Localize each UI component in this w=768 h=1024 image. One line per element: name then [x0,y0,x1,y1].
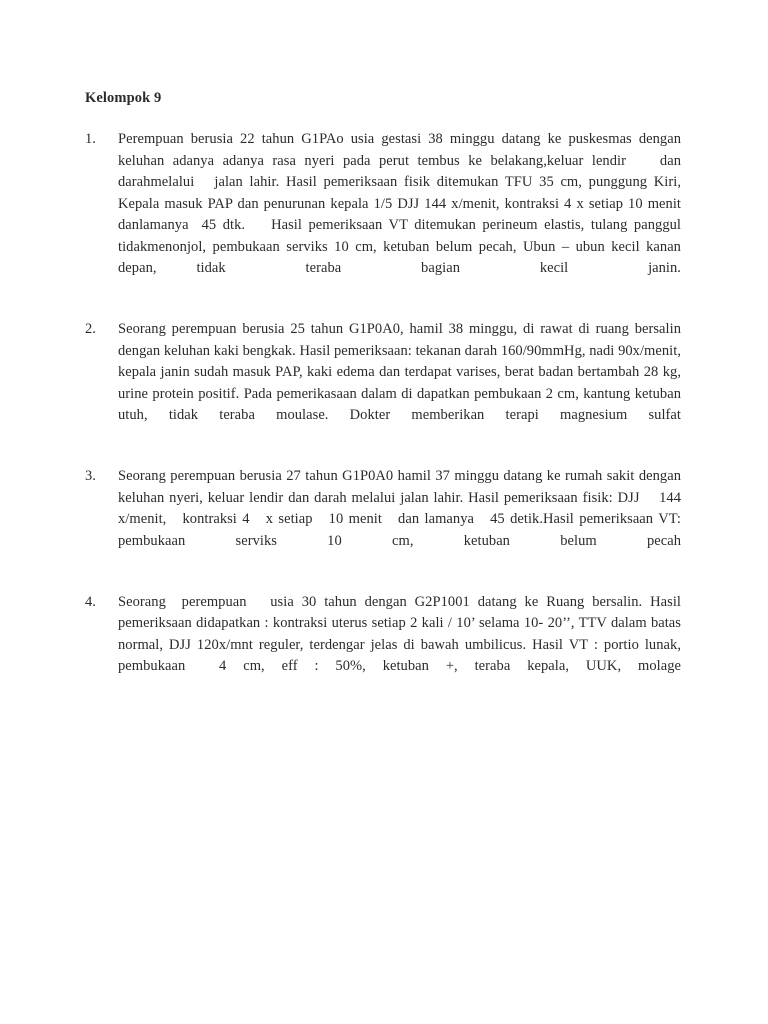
case-text-4: Seorang perempuan usia 30 tahun dengan G2P1001 datang ke Ruang bersalin. Hasil pemeriksaan didapatkan : kontraksi uterus setiap 2 kali / 10’ selama 10- 20’’, TTV dalam batas normal, DJJ 120x/mnt reguler, terdengar jelas di bawah umbilicus. Hasil VT : portio lunak, pembukaan 4 cm, eff : 50%, ketuban +, teraba kepala, UUK, molage [118,593,685,674]
case-text-1: Perempuan berusia 22 tahun G1PAo usia gestasi 38 minggu datang ke puskesmas dengan keluhan adanya adanya rasa nyeri pada perut tembus ke belakang,keluar lendir dan darahmelalui jalan lahir. Hasil pemeriksaan fisik ditemukan TFU 35 cm, punggung Kiri, Kepala masuk PAP dan penurunan kepala 1/5 DJJ 144 x/menit, kontraksi 4 x setiap 10 menit danlamanya 45 dtk. Hasil pemeriksaan VT ditemukan perineum elastis, tulang panggul tidakmenonjol, pembukaan serviks 10 cm, ketuban belum pecah, Ubun – ubun kecil kanan depan, tidak teraba bagian kecil janin. [118,131,685,276]
page-title: Kelompok 9 [85,90,162,106]
case-list [85,129,685,699]
case-text-3: Seorang perempuan berusia 27 tahun G1P0A0 hamil 37 minggu datang ke rumah sakit dengan keluhan nyeri, keluar lendir dan darah melalui jalan lahir. Hasil pemeriksaan fisik: DJJ 144 x/menit, kontraksi 4 x setiap 10 menit dan lamanya 45 detik.Hasil pemeriksaan VT: pembukaan serviks 10 cm, ketuban belum pecah [118,468,685,549]
case-number-4: 4. [85,593,96,610]
case-item-4 [85,592,685,700]
case-item-2 [85,319,685,448]
document-body [85,88,685,714]
case-number-3: 3. [85,468,96,484]
case-number-2: 2. [85,321,96,337]
case-number-1: 1. [85,131,96,147]
case-text-2: Seorang perempuan berusia 25 tahun G1P0A0, hamil 38 minggu, di rawat di ruang bersalin dengan keluhan kaki bengkak. Hasil pemeriksaan: tekanan darah 160/90mmHg, nadi 90x/menit, kepala janin sudah masuk PAP, kaki edema dan terdapat varises, berat badan bertambah 28 kg, urine protein positif. Pada pemerikasaan dalam di dapatkan pembukaan 2 cm, kantung ketuban utuh, tidak teraba moulase. Dokter memberikan terapi magnesium sulfat [118,321,685,423]
case-item-3 [85,466,685,574]
case-item-1 [85,129,685,301]
